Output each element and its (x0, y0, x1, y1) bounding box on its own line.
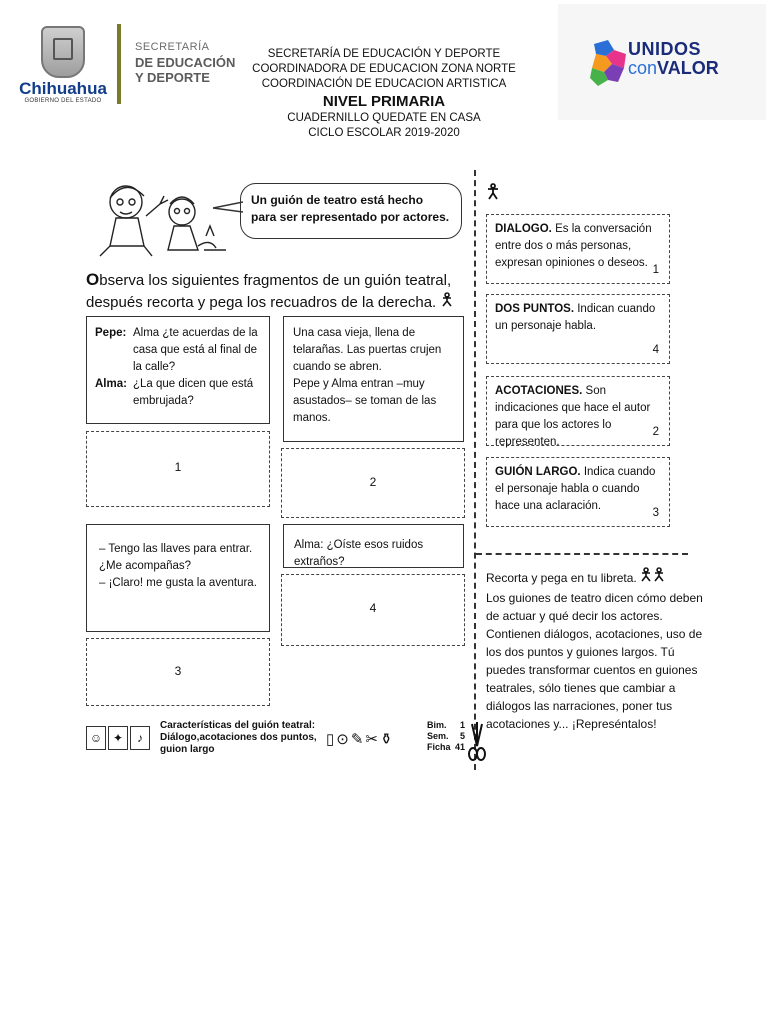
magnifier-icon: ⊙ (336, 731, 351, 748)
chihuahua-subtitle: GOBIERNO DEL ESTADO (24, 98, 102, 104)
instruction-initial: O (86, 270, 100, 289)
caracteristicas-text: Características del guión teatral: Diálogo,acotaciones dos puntos, guion largo (160, 720, 317, 755)
cutout-text: Es la conversación entre dos o más personas, expresan opiniones o deseos. (495, 223, 652, 269)
paste-slot-2 (281, 448, 465, 518)
chihuahua-logo (18, 26, 108, 104)
scissors-icon (466, 720, 488, 762)
libreta-title-text: Recorta y pega en tu libreta. (486, 571, 637, 585)
chihuahua-name: Chihuahua (19, 79, 107, 98)
paste-slot-3 (86, 638, 270, 706)
unidos-logo-text (628, 40, 719, 78)
slot-number: 2 (369, 475, 377, 489)
slot-number: 1 (174, 460, 182, 474)
con-word: con (628, 58, 658, 78)
fragment-line: Alma: ¿Oíste esos ruidos extraños? (294, 539, 424, 568)
cutout-term: ACOTACIONES. (495, 385, 583, 397)
fragment-llaves (86, 524, 270, 632)
bim-value: 1 (459, 720, 465, 730)
two-actors-icon (640, 566, 666, 582)
ficha-value: 41 (454, 742, 465, 752)
activity-icons (326, 730, 395, 748)
cutout-number: 1 (652, 264, 659, 276)
cutout-text: Indica cuando el personaje habla o cuando hace una aclaración. (495, 466, 656, 512)
actor-figure-icon: ♪ (130, 726, 150, 750)
cutout-number: 4 (652, 344, 659, 356)
dancer-icon: ✦ (108, 726, 128, 750)
slot-number: 3 (174, 664, 182, 678)
secretaria-line: DE EDUCACIÓN (135, 55, 236, 70)
ficha-label: Ficha (427, 742, 451, 752)
actor-icon (440, 291, 454, 307)
slot-number: 4 (369, 601, 377, 615)
secretaria-line: SECRETARÍA (135, 41, 210, 53)
fragment-casa-vieja (283, 316, 464, 442)
header-line: SECRETARÍA DE EDUCACIÓN Y DEPORTE (267, 48, 501, 60)
actor-icon (486, 182, 500, 200)
speaker-pepe: Pepe: (95, 327, 127, 339)
sem-value: 5 (459, 731, 465, 741)
theater-mask-icon: ☺ (86, 726, 106, 750)
fragment-line: Pepe y Alma entran –muy asustados– se toman de las manos. (293, 378, 437, 424)
cutout-text: Son indicaciones que hace el autor para que los actores lo representen. (495, 385, 651, 448)
meta-values (450, 720, 465, 753)
fragment-line: Alma ¿te acuerdas de la casa que está al final de la calle? (133, 327, 258, 373)
cutout-number: 2 (652, 426, 659, 438)
paste-slot-4 (281, 574, 465, 646)
header-line: CICLO ESCOLAR 2019-2020 (308, 127, 460, 139)
chihuahua-crest-icon (41, 26, 85, 78)
glue-icon: ⚱ (380, 731, 395, 748)
valor-word: VALOR (657, 58, 719, 78)
cutout-guion-largo (486, 457, 670, 527)
cutout-number: 3 (652, 507, 659, 519)
fragment-line: – Tengo las llaves para entrar. ¿Me acompañas? (99, 543, 253, 572)
pencil-icon: ✎ (350, 731, 366, 748)
speaker-alma: Alma: (95, 378, 127, 390)
paste-slot-1 (86, 431, 270, 507)
book-icon: ▯ (326, 731, 337, 748)
cutout-term: DOS PUNTOS. (495, 303, 575, 315)
cutout-term: DIALOGO. (495, 223, 552, 235)
instruction-text (86, 270, 466, 313)
cutout-acotaciones (486, 376, 670, 446)
cutout-text: Indican cuando un personaje habla. (495, 303, 656, 332)
cut-line-vertical (474, 170, 476, 770)
fragment-ruidos (283, 524, 464, 568)
cut-line-horizontal (476, 553, 688, 555)
libreta-paragraph: Los guiones de teatro dicen cómo deben de actuar y qué decir los actores. Contienen diálogos, acotaciones, uso de los dos puntos y guiones largos. Tú puedes transformar cuentos en guiones teatrales, sólo tienes que cambiar a diálogos las narraciones, poner tus acotaciones y... ¡Represéntalos! (486, 591, 703, 731)
speech-bubble-tail (213, 200, 243, 214)
bim-label: Bim. (427, 720, 447, 730)
footer-icon-strip (86, 726, 156, 752)
fragment-line: – ¡Claro! me gusta la aventura. (99, 577, 257, 589)
instruction-body: bserva los siguientes fragmentos de un guión teatral, después recorta y pega los recuadros de la derecha. (86, 272, 452, 311)
fragment-line: ¿La que dicen que está embrujada? (133, 378, 254, 407)
cutout-dos-puntos (486, 294, 670, 364)
speech-bubble: Un guión de teatro está hecho para ser representado por actores. (240, 183, 462, 239)
header-line: CUADERNILLO QUEDATE EN CASA (287, 112, 481, 124)
header-line: COORDINADORA DE EDUCACION ZONA NORTE (252, 63, 516, 75)
con-valor-word (628, 58, 719, 78)
meta-labels (427, 720, 451, 753)
kids-illustration (86, 176, 232, 258)
fragment-line: Una casa vieja, llena de telarañas. Las puertas crujen cuando se abren. (293, 327, 442, 373)
document-header (222, 47, 546, 141)
unidos-con-valor-logo (588, 40, 628, 88)
fragment-pepe-alma (86, 316, 270, 424)
libreta-title (486, 566, 666, 585)
cutout-dialogo (486, 214, 670, 284)
secretaria-line: Y DEPORTE (135, 70, 210, 85)
unidos-word: UNIDOS (628, 39, 702, 59)
header-line: COORDINACIÓN DE EDUCACION ARTISTICA (261, 78, 507, 90)
cutout-term: GUIÓN LARGO. (495, 466, 581, 478)
sem-label: Sem. (427, 731, 449, 741)
scissors-icon: ✂ (365, 731, 380, 748)
level-title: NIVEL PRIMARIA (322, 93, 446, 110)
secretaria-logo-text (135, 40, 235, 85)
header-divider (117, 24, 121, 104)
